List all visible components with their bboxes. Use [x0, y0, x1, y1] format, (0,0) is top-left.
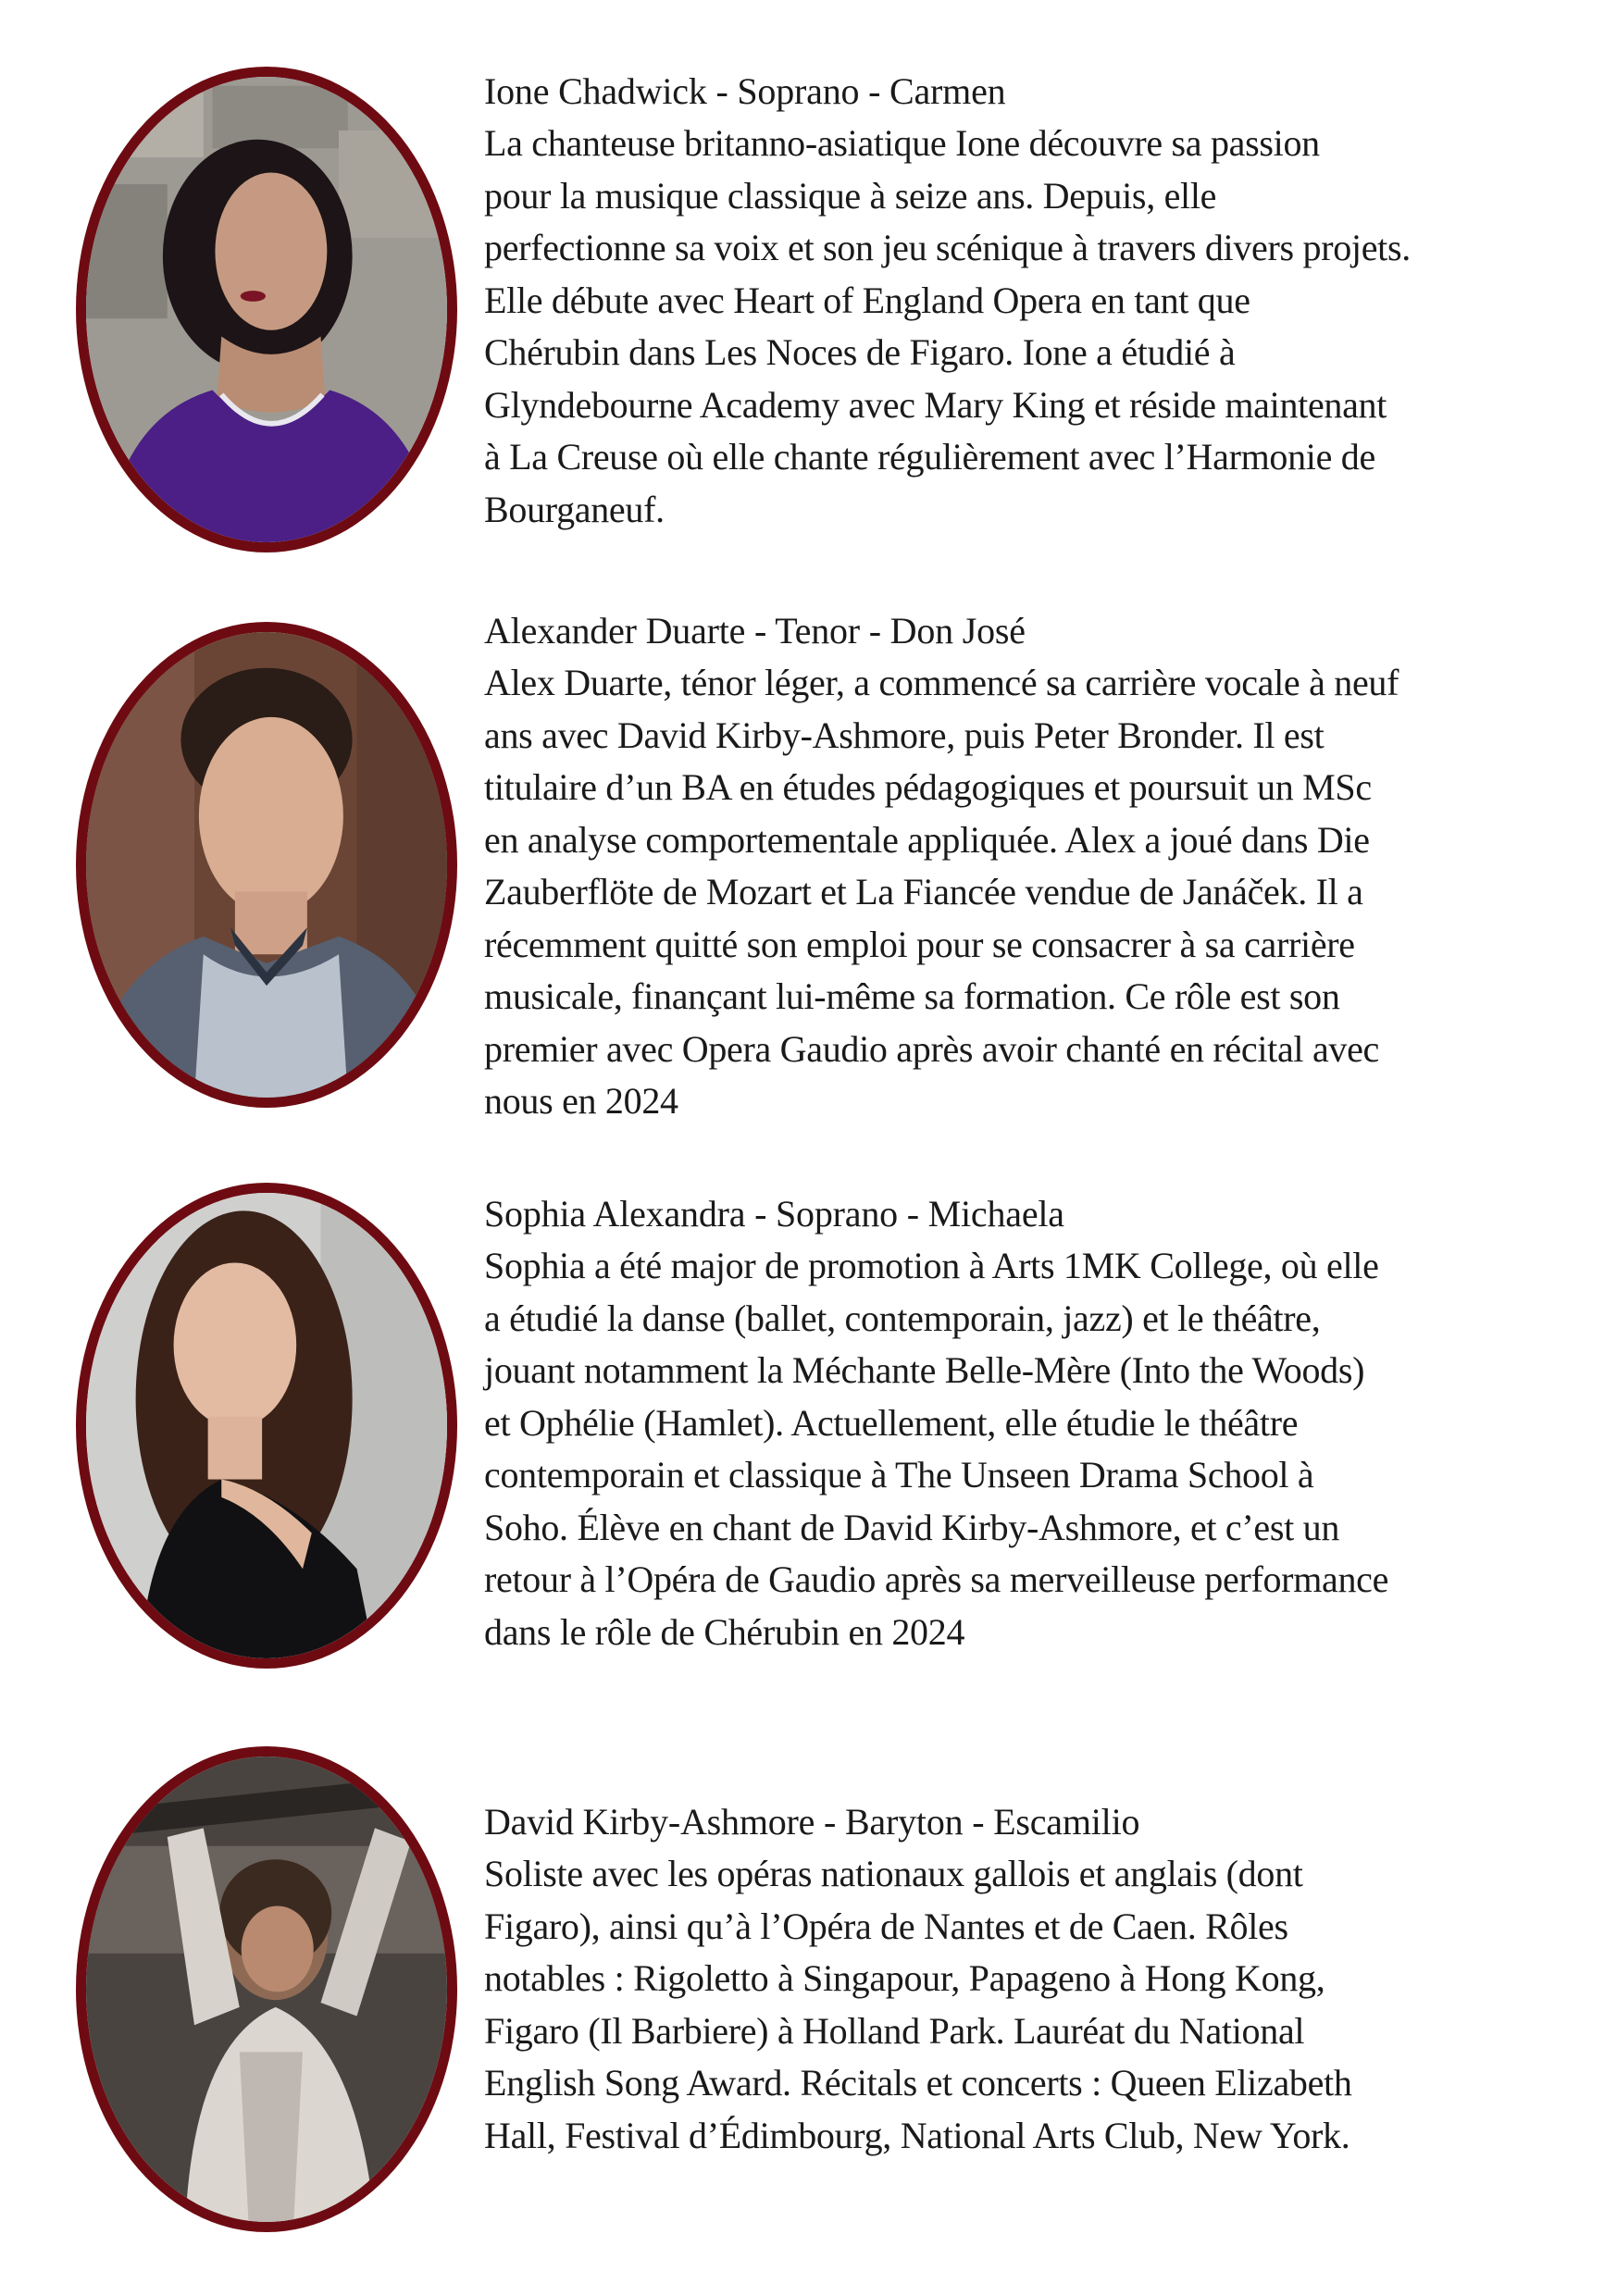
bio-line: à La Creuse où elle chante régulièrement avec l’Harmonie de: [484, 436, 1375, 478]
bio-line: Chérubin dans Les Noces de Figaro. Ione a étudié à: [484, 331, 1236, 373]
bio-line: Figaro), ainsi qu’à l’Opéra de Nantes et de Caen. Rôles: [484, 1905, 1288, 1947]
bio-david-kirby-ashmore: [484, 1795, 1558, 2162]
bio-line: Sophia a été major de promotion à Arts 1MK College, où elle: [484, 1245, 1379, 1286]
portrait-ione-chadwick: [76, 67, 457, 552]
bio-line: notables : Rigoletto à Singapour, Papageno à Hong Kong,: [484, 1957, 1325, 1999]
portrait-david-kirby-ashmore: [76, 1746, 457, 2232]
portrait-sophia-alexandra: [76, 1183, 457, 1669]
bio-line: et Ophélie (Hamlet). Actuellement, elle étudie le théâtre: [484, 1401, 1299, 1444]
bio-line: contemporain et classique à The Unseen Drama School à: [484, 1454, 1314, 1496]
performer-heading: David Kirby-Ashmore - Baryton - Escamilio: [484, 1801, 1140, 1843]
bio-line: Bourganeuf.: [484, 488, 665, 530]
bio-line: Soho. Élève en chant de David Kirby-Ashmore, et c’est un: [484, 1506, 1340, 1548]
bio-line: English Song Award. Récitals et concerts : Queen Elizabeth: [484, 2062, 1352, 2104]
bio-line: Alex Duarte, ténor léger, a commencé sa carrière vocale à neuf: [484, 662, 1399, 703]
bio-line: pour la musique classique à seize ans. Depuis, elle: [484, 174, 1217, 217]
bio-line: dans le rôle de Chérubin en 2024: [484, 1610, 965, 1653]
bio-line: Figaro (Il Barbiere) à Holland Park. Lauréat du National: [484, 2009, 1305, 2052]
performer-heading: Ione Chadwick - Soprano - Carmen: [484, 70, 1006, 112]
bio-line: La chanteuse britanno-asiatique Ione découvre sa passion: [484, 122, 1320, 164]
bio-ione-chadwick: [484, 65, 1558, 536]
bio-line: premier avec Opera Gaudio après avoir chanté en récital avec: [484, 1027, 1380, 1070]
bio-line: Zauberflöte de Mozart et La Fiancée vendue de Janáček. Il a: [484, 871, 1363, 912]
bio-line: Soliste avec les opéras nationaux gallois et anglais (dont: [484, 1853, 1303, 1894]
bio-line: nous en 2024: [484, 1080, 678, 1122]
performer-heading: Sophia Alexandra - Soprano - Michaela: [484, 1193, 1064, 1235]
bio-line: en analyse comportementale appliquée. Alex a joué dans Die: [484, 818, 1370, 861]
bio-line: Elle débute avec Heart of England Opera en tant que: [484, 279, 1250, 321]
bio-line: a étudié la danse (ballet, contemporain, jazz) et le théâtre,: [484, 1297, 1321, 1339]
bio-line: titulaire d’un BA en études pédagogiques et poursuit un MSc: [484, 766, 1372, 808]
bio-line: ans avec David Kirby-Ashmore, puis Peter Bronder. Il est: [484, 714, 1325, 756]
bio-line: récemment quitté son emploi pour se consacrer à sa carrière: [484, 923, 1355, 965]
portrait-alexander-duarte: [76, 622, 457, 1108]
bio-line: retour à l’Opéra de Gaudio après sa merveilleuse performance: [484, 1558, 1389, 1600]
bio-alexander-duarte: [484, 604, 1558, 1128]
bio-line: jouant notamment la Méchante Belle-Mère (Into the Woods): [484, 1349, 1365, 1391]
performer-heading: Alexander Duarte - Tenor - Don José: [484, 610, 1026, 652]
bio-line: perfectionne sa voix et son jeu scénique à travers divers projets.: [484, 227, 1411, 268]
bio-line: Hall, Festival d’Édimbourg, National Arts Club, New York.: [484, 2114, 1350, 2156]
bio-line: musicale, finançant lui-même sa formation. Ce rôle est son: [484, 975, 1340, 1017]
bio-sophia-alexandra: [484, 1187, 1558, 1658]
bio-line: Glyndebourne Academy avec Mary King et réside maintenant: [484, 383, 1387, 426]
